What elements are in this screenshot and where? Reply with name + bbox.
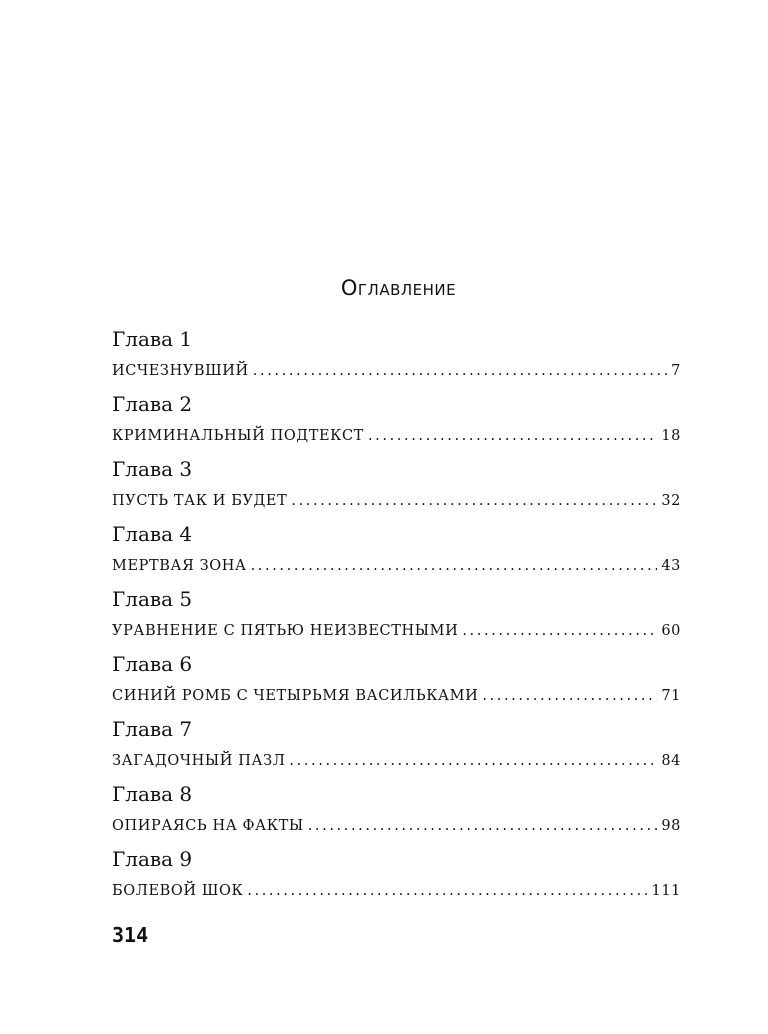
chapter-heading: Глава 6 [112, 652, 193, 676]
chapter-title: СИНИЙ РОМБ С ЧЕТЫРЬМЯ ВАСИЛЬКАМИ [112, 688, 479, 704]
dot-leader [291, 489, 657, 513]
toc-chapter-6 [112, 650, 681, 715]
page-number: 98 [661, 818, 681, 834]
toc-chapter-1 [112, 325, 681, 390]
chapter-title: УРАВНЕНИЕ С ПЯТЬЮ НЕИЗВЕСТНЫМИ [112, 623, 459, 639]
toc-entry[interactable] [112, 879, 681, 903]
chapter-title: ИСЧЕЗНУВШИЙ [112, 363, 249, 379]
toc-entry[interactable] [112, 424, 681, 448]
dot-leader [253, 359, 667, 383]
page-number: 18 [661, 428, 681, 444]
chapter-heading: Глава 1 [112, 327, 193, 351]
toc-entry[interactable] [112, 489, 681, 513]
toc-chapter-5 [112, 585, 681, 650]
dot-leader [368, 424, 657, 448]
page-number: 32 [661, 493, 681, 509]
toc-chapter-4 [112, 520, 681, 585]
chapter-heading: Глава 4 [112, 522, 193, 546]
chapter-title: ОПИРАЯСЬ НА ФАКТЫ [112, 818, 304, 834]
page-number: 7 [671, 363, 681, 379]
chapter-title: ЗАГАДОЧНЫЙ ПАЗЛ [112, 753, 286, 769]
chapter-heading: Глава 8 [112, 782, 193, 806]
toc-entry[interactable] [112, 554, 681, 578]
chapter-heading: Глава 7 [112, 717, 193, 741]
chapter-title: ПУСТЬ ТАК И БУДЕТ [112, 493, 288, 509]
chapter-heading: Глава 9 [112, 847, 193, 871]
dot-leader [308, 814, 658, 838]
toc-entry[interactable] [112, 619, 681, 643]
page-number: 111 [651, 883, 681, 899]
chapter-heading: Глава 3 [112, 457, 193, 481]
toc-entry[interactable] [112, 359, 681, 383]
toc-chapter-3 [112, 455, 681, 520]
dot-leader [482, 684, 657, 708]
chapter-heading: Глава 2 [112, 392, 193, 416]
toc-chapter-9 [112, 845, 681, 910]
dot-leader [289, 749, 657, 773]
page-number: 71 [661, 688, 681, 704]
page-folio: 314 [112, 923, 149, 947]
toc-title: Оглавление [340, 276, 457, 300]
dot-leader [462, 619, 657, 643]
page-number: 43 [661, 558, 681, 574]
toc-chapter-2 [112, 390, 681, 455]
chapter-title: БОЛЕВОЙ ШОК [112, 883, 244, 899]
toc-entry[interactable] [112, 749, 681, 773]
toc-entry[interactable] [112, 684, 681, 708]
dot-leader [247, 879, 647, 903]
chapter-title: МЕРТВАЯ ЗОНА [112, 558, 247, 574]
dot-leader [251, 554, 658, 578]
table-of-contents [112, 325, 681, 910]
toc-entry[interactable] [112, 814, 681, 838]
page-number: 60 [661, 623, 681, 639]
chapter-heading: Глава 5 [112, 587, 193, 611]
toc-chapter-7 [112, 715, 681, 780]
chapter-title: КРИМИНАЛЬНЫЙ ПОДТЕКСТ [112, 428, 364, 444]
page-number: 84 [661, 753, 681, 769]
toc-chapter-8 [112, 780, 681, 845]
